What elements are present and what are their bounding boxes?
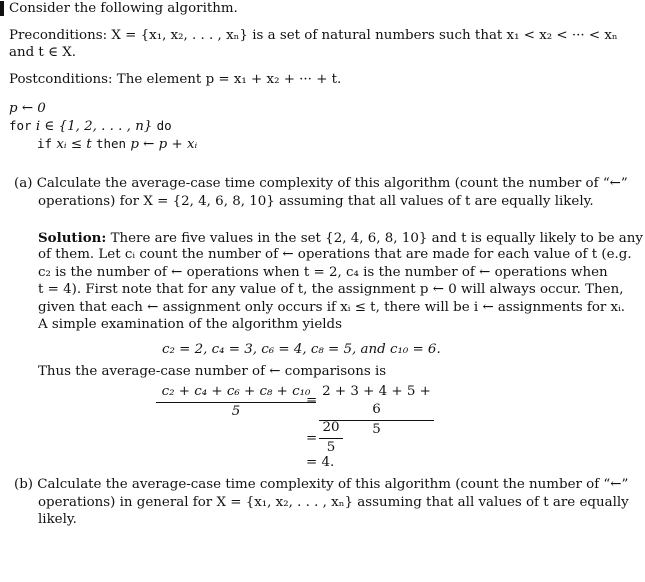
code-line-2 xyxy=(9,117,172,136)
solution-line-2: of them. Let cᵢ count the number of ← operations that are made for each value of t (e.g. xyxy=(38,247,632,262)
fraction-sum-values-denominator: 5 xyxy=(319,420,434,439)
fraction-sum-c xyxy=(156,383,316,421)
question-b-line-3: likely. xyxy=(38,512,77,527)
question-a-line-1: (a) Calculate the average-case time complexity of this algorithm (count the number of “←” xyxy=(14,176,628,191)
postconditions-text: Postconditions: The element p = x₁ + x₂ + ··· + t. xyxy=(9,72,342,87)
fraction-sum-values-numerator: 2 + 3 + 4 + 5 + 6 xyxy=(322,384,431,417)
equals-sign-1: = xyxy=(306,393,318,408)
code-condition: xᵢ ≤ t xyxy=(56,137,92,152)
solution-line-6: A simple examination of the algorithm yields xyxy=(38,317,342,332)
question-a-line-2: operations) for X = {2, 4, 6, 8, 10} assuming that all values of t are equally likely. xyxy=(38,194,594,209)
final-result: = 4. xyxy=(306,455,335,470)
code-line-1 xyxy=(9,100,46,118)
code-action: p ← p + xᵢ xyxy=(130,137,198,152)
fraction-twenty-fifths-denominator: 5 xyxy=(319,438,343,457)
solution-heading: Solution: xyxy=(38,230,107,246)
left-margin-bar xyxy=(0,1,4,16)
intro-text: Consider the following algorithm. xyxy=(9,1,238,16)
fraction-twenty-fifths-numerator: 20 xyxy=(322,420,340,435)
solution-line-5: given that each ← assignment only occurs if xᵢ ≤ t, there will be i ← assignments for xᵢ. xyxy=(38,300,626,315)
preconditions-line-1: Preconditions: X = {x₁, x₂, . . . , xₙ} is a set of natural numbers such that x₁ < x₂ < ··· < xₙ xyxy=(9,28,618,43)
solution-line-7: Thus the average-case number of ← comparisons is xyxy=(38,364,387,379)
code-line-3 xyxy=(37,135,197,154)
code-loop-range: i ∈ {1, 2, . . . , n} xyxy=(35,119,153,134)
solution-line-1-text: There are five values in the set {2, 4, 6, 8, 10} and t is equally likely to be any xyxy=(110,231,643,246)
fraction-sum-c-numerator: c₂ + c₄ + c₆ + c₈ + c₁₀ xyxy=(161,384,311,399)
code-keyword-then: then xyxy=(95,136,127,151)
fraction-twenty-fifths xyxy=(319,419,343,457)
code-keyword-do: do xyxy=(156,118,172,133)
question-b-line-1: (b) Calculate the average-case time complexity of this algorithm (count the number of “←” xyxy=(14,477,629,492)
question-b-line-2: operations) in general for X = {x₁, x₂, . . . , xₙ} assuming that all values of t are equally xyxy=(38,495,629,510)
equation-values: c₂ = 2, c₄ = 3, c₆ = 4, c₈ = 5, and c₁₀ = 6. xyxy=(162,342,441,357)
code-keyword-for: for xyxy=(9,118,32,133)
equals-sign-2: = xyxy=(306,431,318,446)
preconditions-line-2: and t ∈ X. xyxy=(9,45,77,60)
solution-line-4: t = 4). First note that for any value of t, the assignment p ← 0 will always occur. Then, xyxy=(38,282,624,297)
fraction-sum-c-denominator: 5 xyxy=(156,402,316,421)
code-init: p ← 0 xyxy=(9,101,46,116)
code-keyword-if: if xyxy=(37,136,53,151)
solution-line-3: c₂ is the number of ← operations when t = 2, c₄ is the number of ← operations when xyxy=(38,265,608,280)
